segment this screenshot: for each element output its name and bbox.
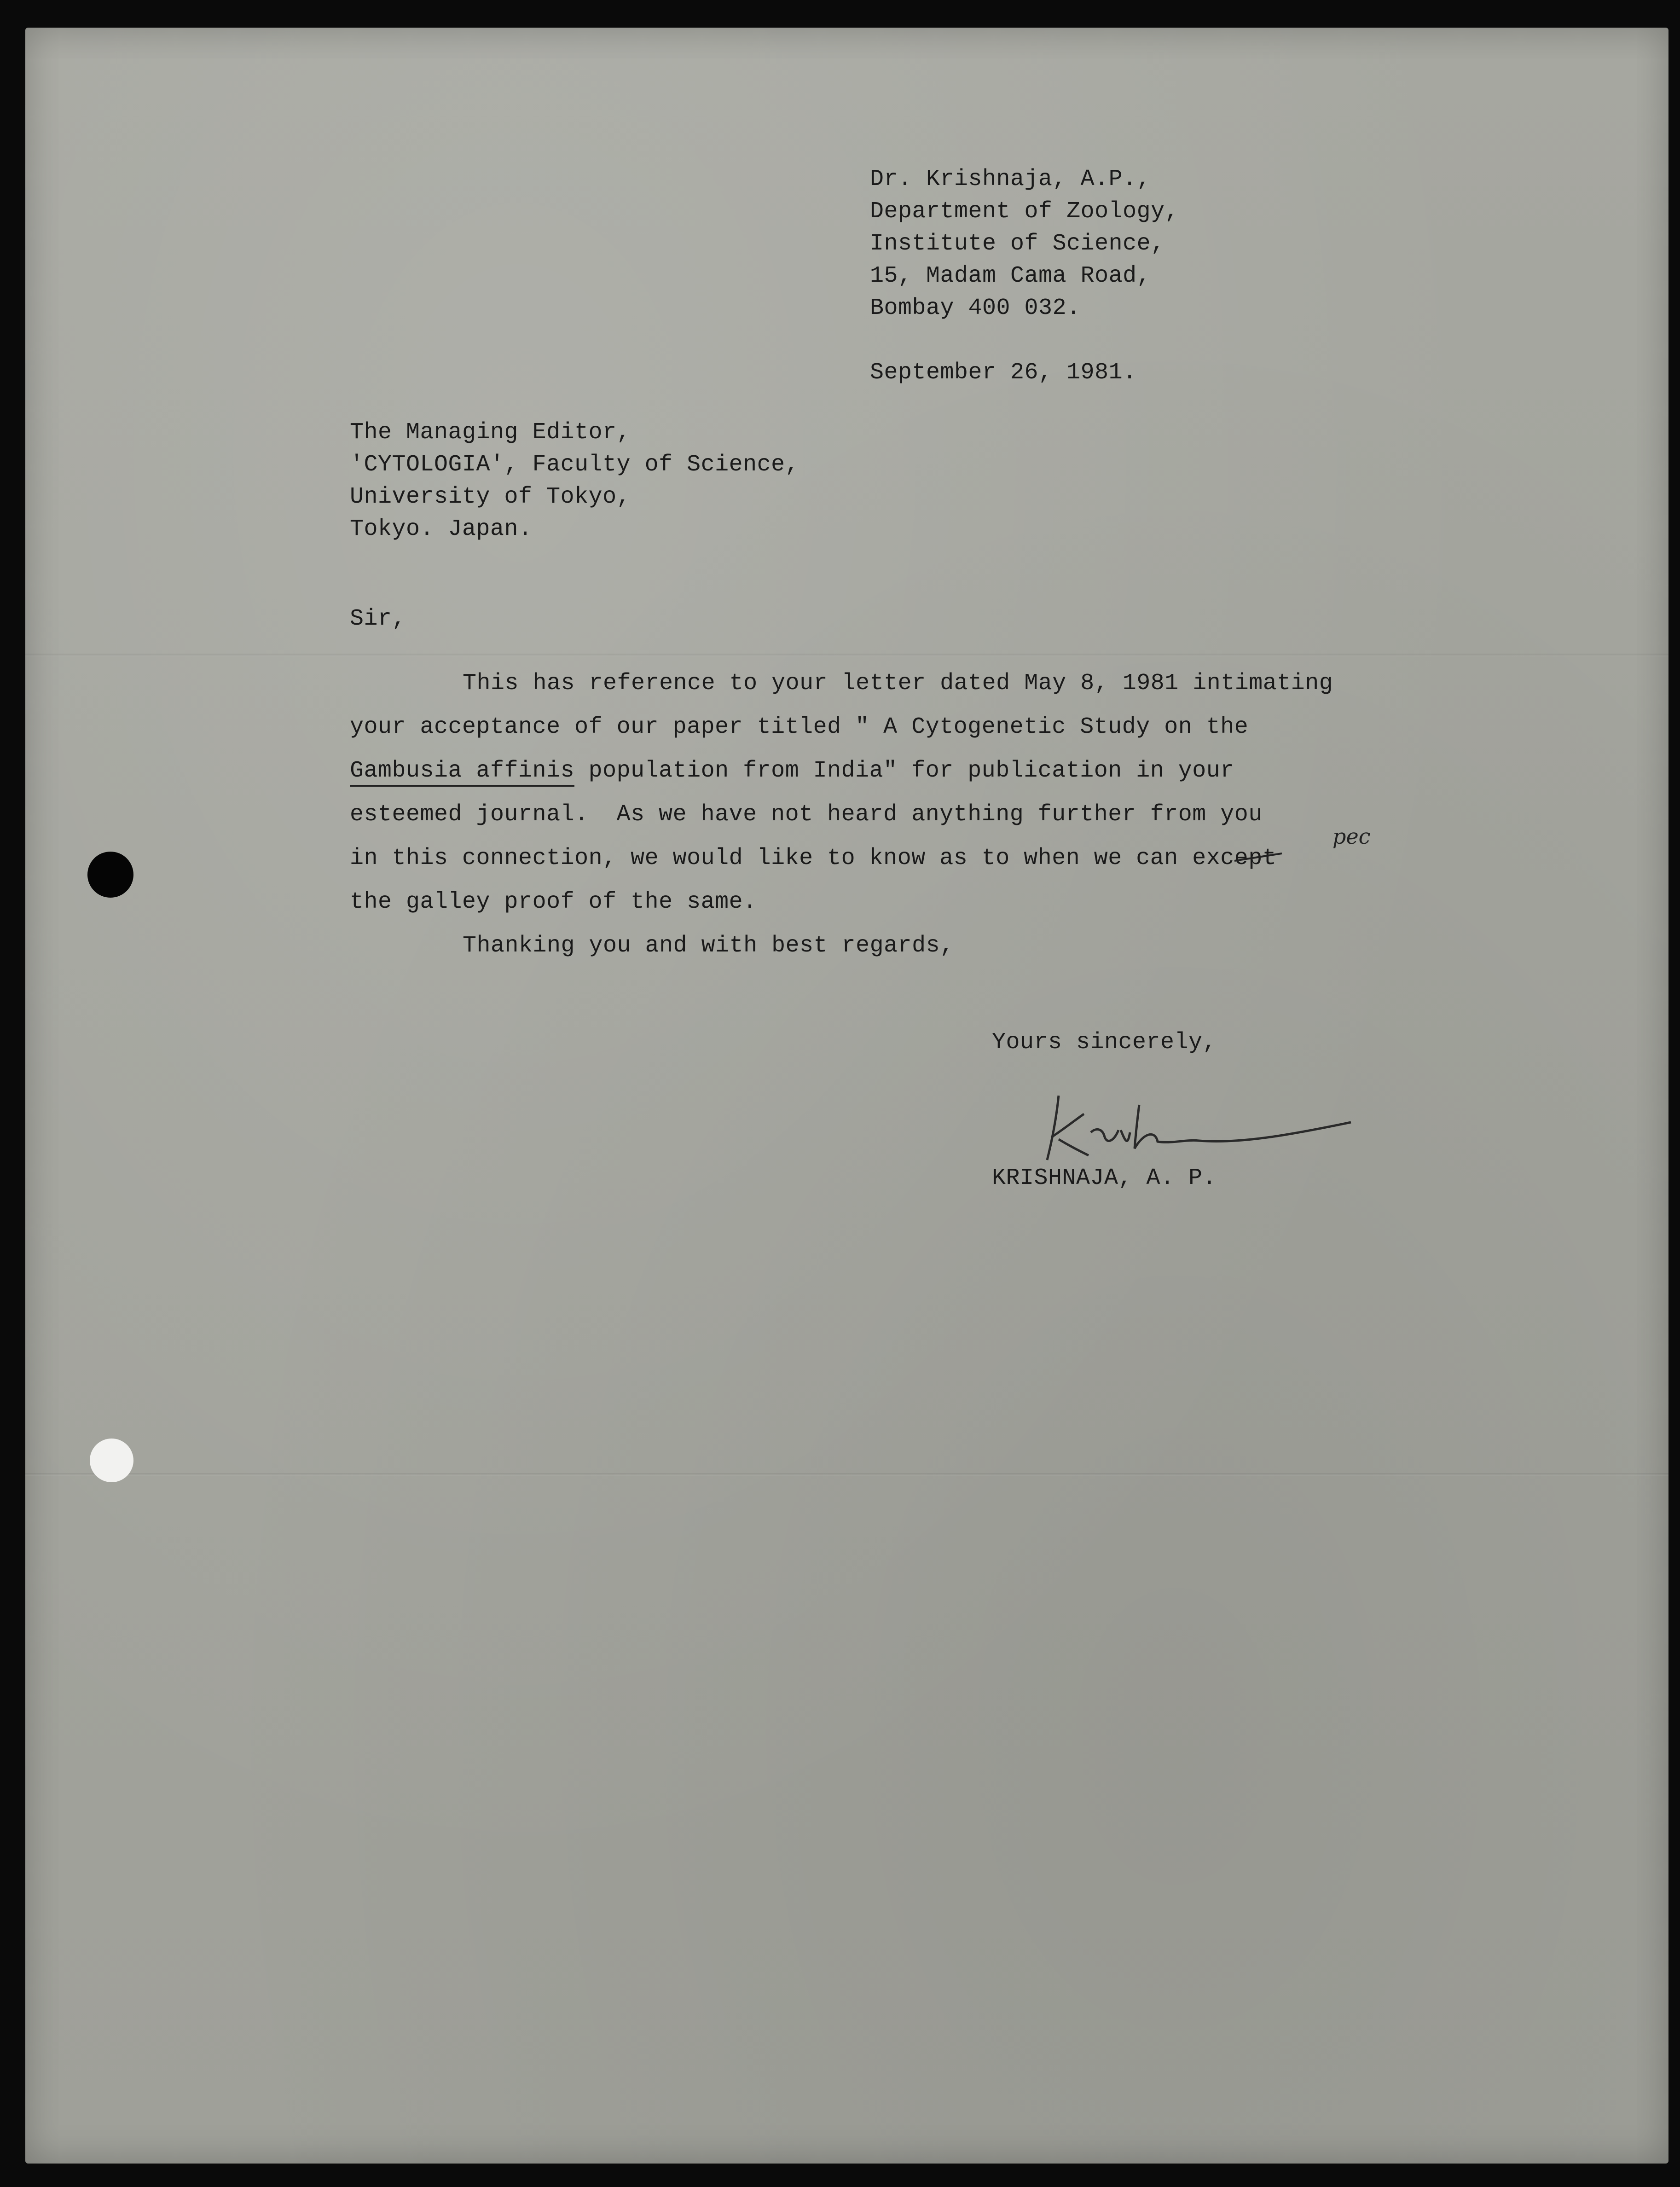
handwritten-correction: pec [1332, 824, 1371, 849]
body-line-rest: population from India" for publication in your [574, 758, 1234, 784]
sender-institute: Institute of Science, [870, 231, 1165, 257]
body-line: esteemed journal. As we have not heard anything further from you [350, 801, 1263, 828]
punch-hole [90, 1439, 133, 1482]
sender-street: 15, Madam Cama Road, [870, 263, 1151, 289]
body-line-start: in this connection, we would like to know as to when we can [350, 845, 1193, 871]
punch-hole [87, 852, 133, 898]
struck-word [1192, 845, 1276, 871]
letter-date: September 26, 1981. [870, 360, 1137, 386]
recipient-line: University of Tokyo, [350, 484, 631, 510]
paper-fold [25, 654, 1668, 656]
body-line [350, 847, 1276, 870]
salutation: Sir, [350, 606, 406, 632]
paper-fold [25, 1473, 1668, 1476]
body-line: the galley proof of the same. [350, 889, 757, 915]
struck-word-text: except [1192, 845, 1277, 871]
typed-signature-name: KRISHNAJA, A. P. [992, 1165, 1217, 1191]
body-line: your acceptance of our paper titled " A Cytogenetic Study on the [350, 714, 1249, 740]
species-name: Gambusia affinis [350, 758, 574, 787]
sender-department: Department of Zoology, [870, 198, 1179, 225]
body-line: Thanking you and with best regards, [463, 933, 954, 959]
recipient-line: The Managing Editor, [350, 419, 631, 446]
body-line [350, 760, 1234, 783]
closing: Yours sincerely, [992, 1029, 1217, 1056]
recipient-line: 'CYTOLOGIA', Faculty of Science, [350, 452, 799, 478]
sender-city: Bombay 400 032. [870, 295, 1081, 321]
strike-mark [1234, 851, 1284, 864]
sender-name: Dr. Krishnaja, A.P., [870, 166, 1151, 192]
body-line: This has reference to your letter dated May 8, 1981 intimating [463, 670, 1333, 696]
recipient-line: Tokyo. Japan. [350, 516, 533, 542]
signature [1033, 1086, 1356, 1178]
letter-page [25, 28, 1668, 2164]
